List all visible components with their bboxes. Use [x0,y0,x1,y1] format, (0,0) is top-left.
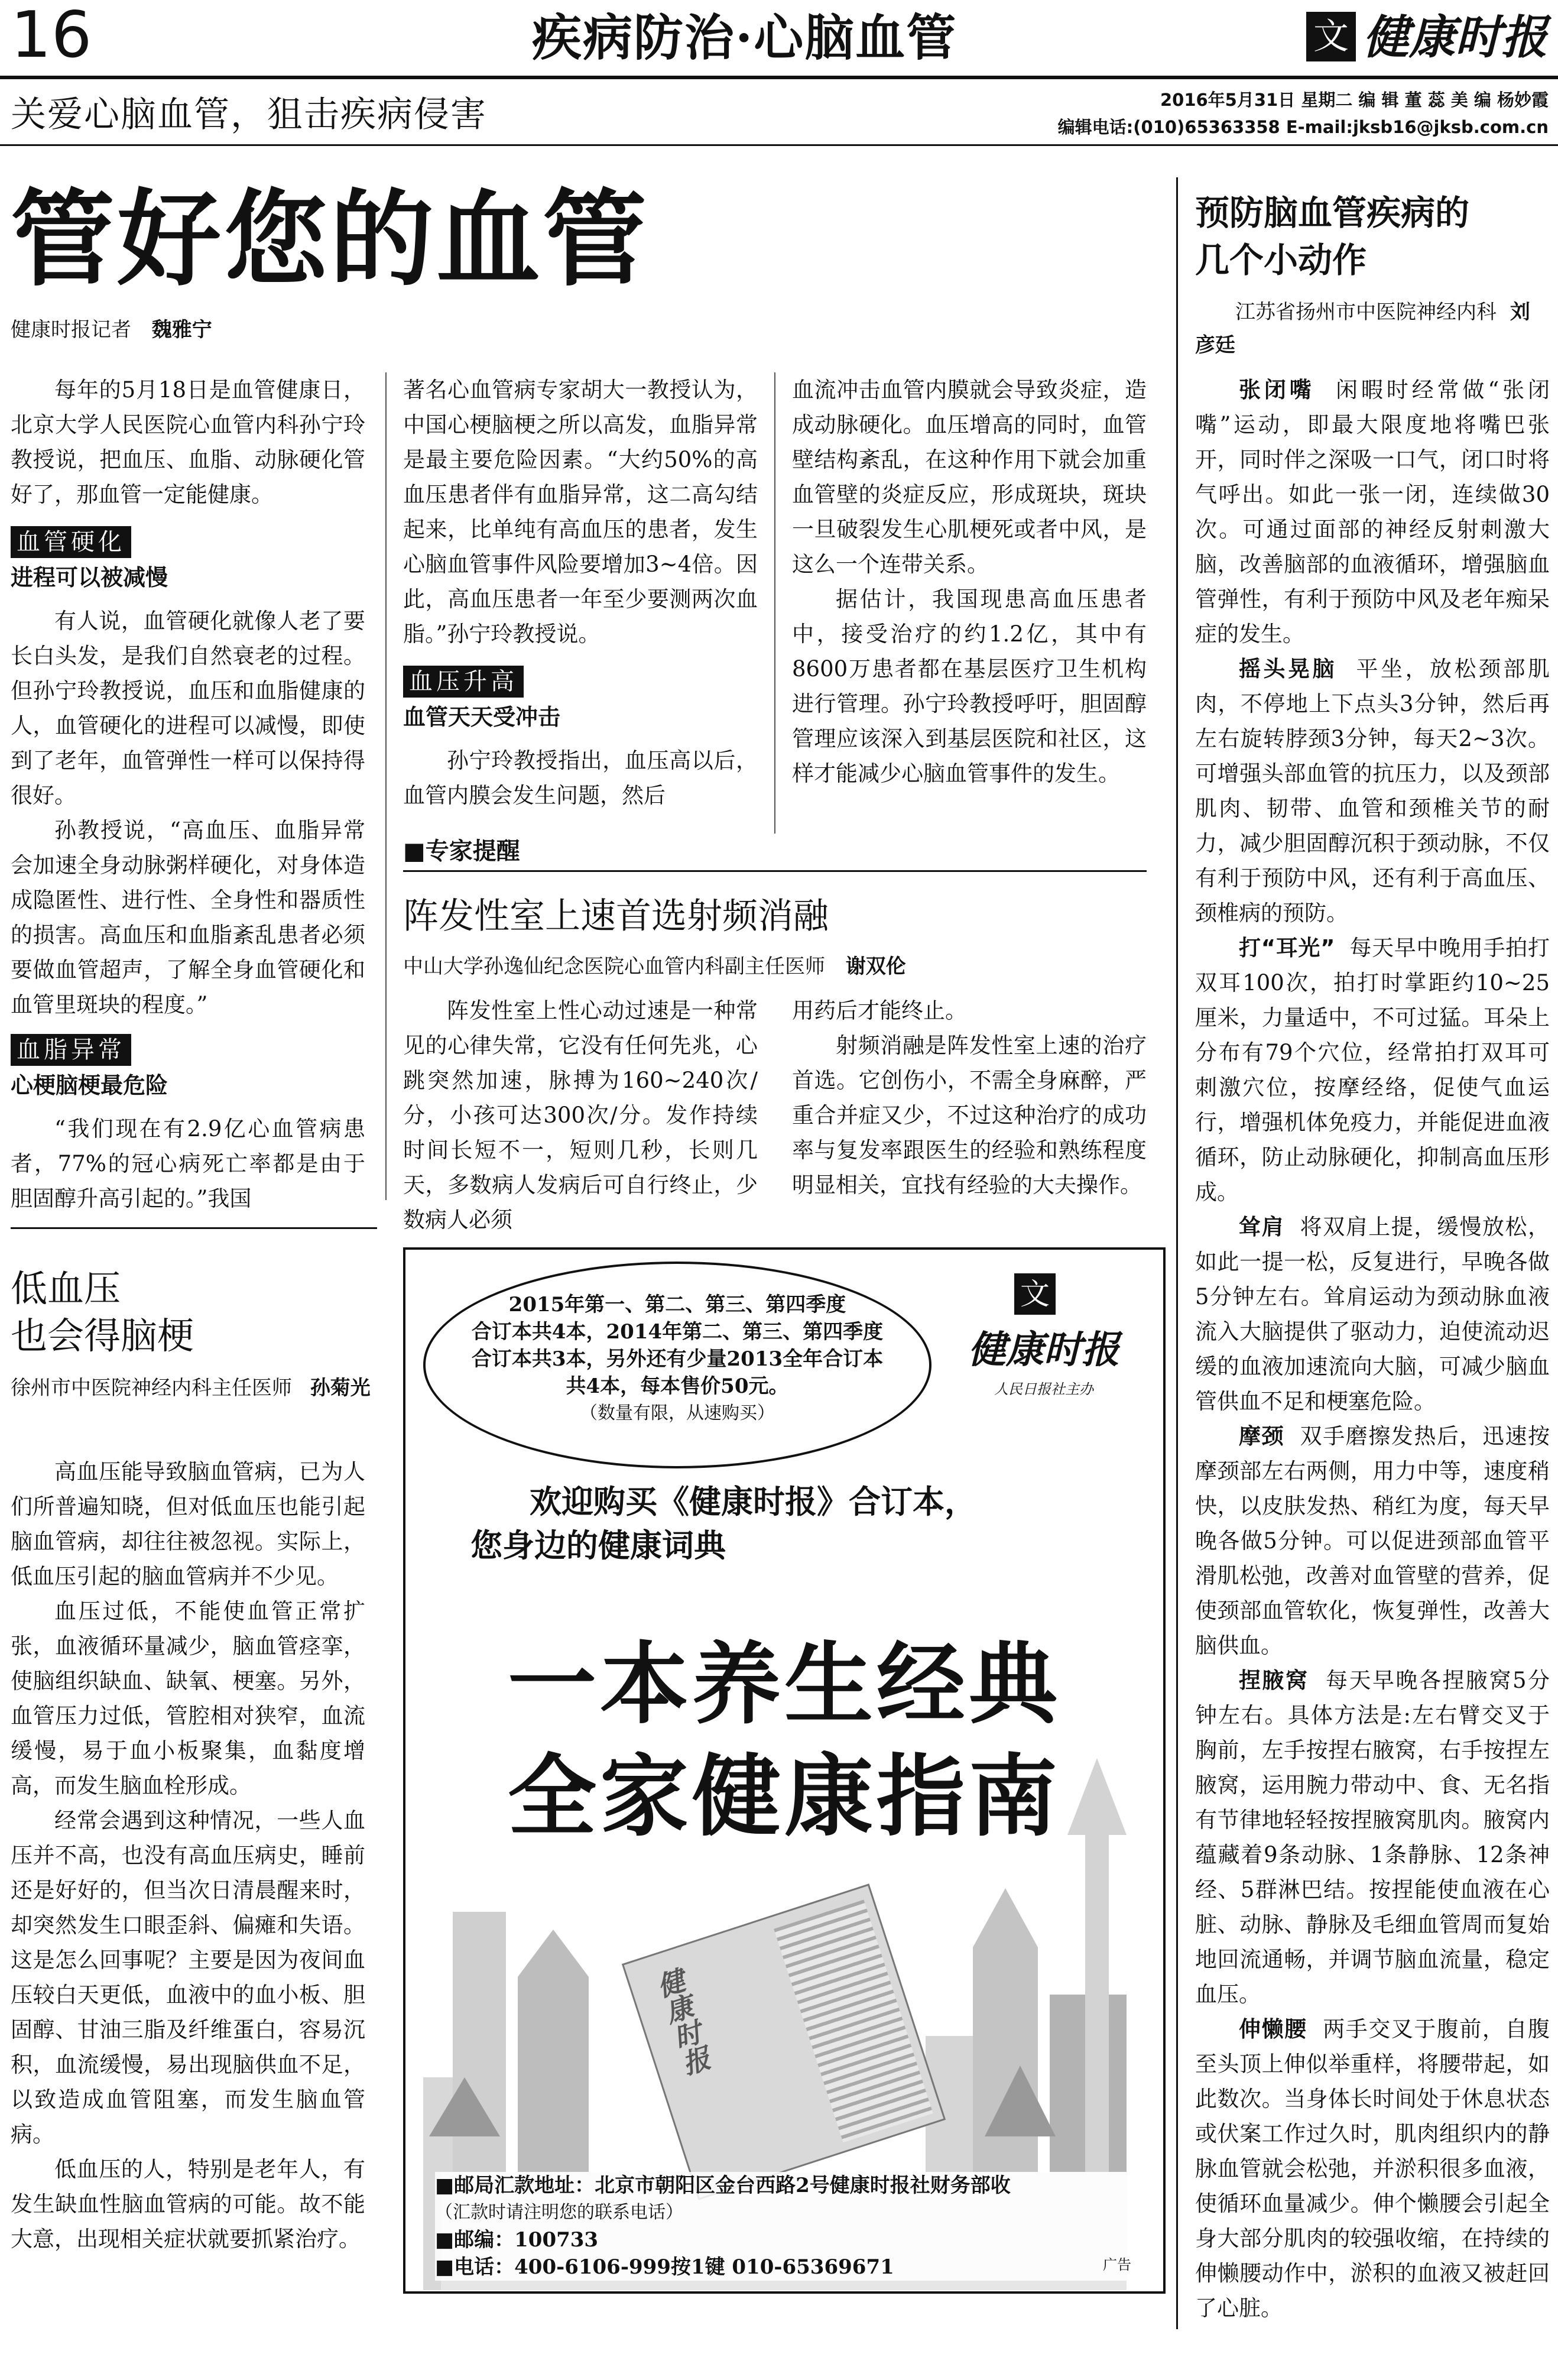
ad-phone: ■电话：400-6106-999按1键 010-65369671 [435,2255,894,2279]
ad-logo-subtitle: 人民日报社主办 [994,1381,1093,1397]
byline-name: 魏雅宁 [151,318,212,342]
ad-address-block [435,2172,1144,2281]
main-col1-para-3: “我们现在有2.9亿心血管病患者，77%的冠心病死亡率都是由于胆固醇升高引起的。”我国 [11,1116,365,1211]
low-bp-body [11,1454,365,2256]
low-bp-para-1: 高血压能导致脑血管病，已为人们所普遍知晓，但对低血压也能引起脑血管病，却往往被忽视。实际上，低血压引起的脑血管病并不少见。 [11,1459,365,1589]
section-rule [11,1227,377,1229]
tag-vessel-hardening: 血管硬化 [11,526,131,558]
sidebar-item [1195,1210,1550,1419]
sidebar-author-org: 江苏省扬州市中医院神经内科 [1235,300,1497,324]
tag-bp-rise: 血压升高 [403,666,524,698]
sidebar-item-name: 捏腋窝 [1239,1668,1309,1693]
ad-welcome-line-2: 您身边的健康词典 [470,1527,726,1564]
ad-bubble-line-1: 2015年第一、第二、第三、第四季度 [508,1293,846,1317]
sidebar-item-name: 伸懒腰 [1239,2016,1307,2042]
ad-welcome-line-1: 欢迎购买《健康时报》合订本， [530,1483,976,1520]
low-bp-title-line-1: 低血压 [11,1267,121,1310]
low-bp-author-name: 孙菊光 [310,1376,371,1400]
ad-big-line-1: 一本养生经典 [507,1632,1061,1736]
low-bp-title-line-2: 也会得脑梗 [11,1314,194,1357]
main-article-col-3 [792,372,1147,791]
sidebar-item [1195,372,1550,651]
sidebar-item-name: 张闭嘴 [1239,377,1315,403]
sidebar-author [1195,296,1550,362]
low-bp-author [11,1371,377,1405]
header-slogan: 关爱心脑血管，狙击疾病侵害 [11,94,487,135]
sidebar-item-text: 闲暇时经常做“张闭嘴”运动，即最大限度地将嘴巴张开，同时伴之深吸一口气，闭口时将气呼出。如此一张一闭，连续做30次。可通过面部的神经反射刺激大脑，改善脑部的血液循环，增强脑血管弹性，有利于预防中风及老年痴呆症的发生。 [1195,377,1550,647]
main-article-byline [11,312,212,348]
byline-prefix: 健康时报记者 [11,318,131,342]
sidebar-item [1195,1419,1550,1663]
sidebar-item-name: 打“耳光” [1239,935,1335,961]
main-col2-para-1: 著名心血管病专家胡大一教授认为，中国心梗脑梗之所以高发，血脂异常是最主要危险因素。“大约50%的高血压患者伴有血脂异常，这二高勾结起来，比单纯有高血压的患者，发生心脑血管事件风险要增加3~4倍。因此，高血压患者一年至少要测两次血脂。”孙宁玲教授说。 [403,377,758,647]
sidebar-item-text: 将双肩上提，缓慢放松，如此一提一松，反复进行，早晚各做5分钟左右。耸肩运动为颈动脉血液流入大脑提供了驱动力，迫使流动迟缓的血液加速流向大脑，可减少脑血管供血不足和梗塞危险。 [1195,1214,1550,1414]
column-divider [774,372,775,834]
expert-col2-text-b: 射频消融是阵发性室上速的治疗首选。它创伤小，不需全身麻醉，严重合并症又少，不过这种治疗的成功率与复发率跟医生的经验和熟练程度明显相关，宜找有经验的大夫操作。 [792,1033,1147,1198]
sidebar-item-text: 平坐，放松颈部肌肉，不停地上下点头3分钟，然后再左右旋转脖颈3分钟，每天2~3次。可增强头部血管的抗压力，以及颈部肌肉、韧带、血管和颈椎关节的耐力，减少胆固醇沉积于颈动脉，不仅有利于预防中风，还有利于高血压、颈椎病的预防。 [1195,656,1550,926]
sidebar-item [1195,1663,1550,2012]
ad-address: ■邮局汇款地址：北京市朝阳区金台西路2号健康时报社财务部收 [435,2174,1011,2197]
ad-zip: ■邮编：100733 [435,2228,599,2252]
main-article-title: 管好您的血管 [11,178,650,300]
sidebar-body [1195,372,1550,2326]
sidebar-divider [1176,177,1178,2329]
ad-big-line-2: 全家健康指南 [507,1745,1061,1849]
ad-bubble-note: （数量有限，从速购买） [580,1403,775,1424]
main-intro: 每年的5月18日是血管健康日，北京大学人民医院心血管内科孙宁玲教授说，把血压、血脂、动脉硬化管好了，那血管一定能健康。 [11,377,365,507]
ad-bubble-line-3: 合订本共3本，另外还有少量2013全年合订本 [471,1347,884,1371]
sidebar-item [1195,2012,1550,2326]
low-bp-author-org: 徐州市中医院神经内科主任医师 [11,1376,292,1400]
expert-author-org: 中山大学孙逸仙纪念医院心血管内科副主任医师 [403,955,825,978]
sidebar-item-text: 两手交叉于腹前，自腹至头顶上伸似举重样，将腰带起，如此数次。当身体长时间处于休息状态或伏案工作过久时，肌肉组织内的静脉血管就会松弛，并淤积很多血液，使循环血量减少。伸个懒腰会引起全身大部分肌肉的较强收缩，在持续的伸懒腰动作中，淤积的血液又被赶回了心脏。 [1195,2016,1550,2321]
ad-bubble-text [459,1291,896,1427]
ad-welcome [470,1480,1121,1568]
main-col2-para-2: 孙宁玲教授指出，血压高以后，血管内膜会发生问题，然后 [403,748,758,808]
expert-tip-col-1 [403,993,758,1237]
expert-tip-title: 阵发性室上速首选射频消融 [403,896,829,937]
ad-book-title: 健康时报 [650,1965,714,2079]
expert-col2-text-a: 用药后才能终止。 [792,998,967,1023]
sidebar-item-name: 耸肩 [1239,1214,1285,1240]
main-article-col-1 [11,372,365,1216]
header-date-line: 2016年5月31日 星期二 编 辑 董 蕊 美 编 杨妙霞 [1160,90,1549,110]
ad-bubble-line-4: 共4本，每本售价50元。 [566,1374,789,1398]
page-number: 16 [11,0,92,72]
ad-big-slogan [405,1628,1163,1853]
masthead-name: 健康时报 [1363,11,1548,64]
section-title: 疾病防治·心脑血管 [532,8,957,67]
sidebar-item-name: 摇头晃脑 [1239,656,1337,682]
ad-bubble-line-2: 合订本共4本，2014年第二、第三、第四季度 [471,1320,884,1344]
ad-address-note: （汇款时请注明您的联系电话） [435,2202,683,2223]
expert-col1-text: 阵发性室上性心动过速是一种常见的心律失常，它没有任何先兆，心跳突然加速，脉搏为160~240次/分，小孩可达300次/分。发作持续时间长短不一，短则几秒，长则几天，多数病人发病后可自行终止，少数病人必须 [403,998,758,1233]
sidebar-title-line-2: 几个小动作 [1195,240,1367,280]
expert-tip-rule [403,870,1147,872]
subheading-lipid: 心梗脑梗最危险 [11,1072,168,1098]
expert-tip-label: ■专家提醒 [403,838,520,865]
ad-logo-name: 健康时报 [968,1328,1119,1372]
main-article-col-2 [403,372,758,813]
ad-logo-seal-icon: 文 [1014,1273,1056,1315]
expert-author-name: 谢双伦 [845,955,906,978]
subheading-bp: 血管天天受冲击 [403,704,561,730]
low-bp-para-4: 低血压的人，特别是老年人，有发生缺血性脑血管病的可能。故不能大意，出现相关症状就要抓紧治疗。 [11,2157,365,2252]
sidebar-item-text: 双手磨擦发热后，迅速按摩颈部左右两侧，用力中等，速度稍快，以皮肤发热、稍红为度，每天早晚各做5分钟。可以促进颈部血管平滑肌松弛，改善对血管壁的营养，促使颈部血管软化，恢复弹性，改善大脑供血。 [1195,1424,1550,1658]
subheading-hardening: 进程可以被减慢 [11,565,168,591]
sidebar-item [1195,651,1550,930]
header-contact-line: 编辑电话:(010)65363358 E-mail:jksb16@jksb.com.cn [1057,117,1549,137]
main-col3-para-1: 血流冲击血管内膜就会导致炎症，造成动脉硬化。血压增高的同时，血管壁结构紊乱，在这种作用下就会加重血管壁的炎症反应，形成斑块，斑块一旦破裂发生心肌梗死或者中风，是这么一个连带关系。 [792,377,1147,577]
sidebar-item-name: 摩颈 [1239,1424,1285,1449]
main-col1-para-2: 孙教授说，“高血压、血脂异常会加速全身动脉粥样硬化，对身体造成隐匿性、进行性、全身性和器质性的损害。高血压和血脂紊乱患者必须要做血管超声，了解全身血管硬化和血管里斑块的程度。” [11,818,365,1017]
ad-label: 广告 [1103,2256,1131,2273]
expert-tip-col-2 [792,993,1147,1202]
tag-lipid-abnormal: 血脂异常 [11,1034,131,1066]
column-divider [385,372,387,1200]
low-bp-title [11,1265,194,1360]
low-bp-para-3: 经常会遇到这种情况，一些人血压并不高，也没有高血压病史，睡前还是好好的，但当次日清晨醒来时，却突然发生口眼歪斜、偏瘫和失语。这是怎么回事呢？主要是因为夜间血压较白天更低，血液中的血小板、胆固醇、甘油三脂及纤维蛋白，容易沉积，血流缓慢，易出现脑供血不足，以致造成血管阻塞，而发生脑血管病。 [11,1808,365,2147]
sidebar-item [1195,930,1550,1210]
sidebar-author-name: 刘彦廷 [1195,300,1530,357]
sidebar-title [1195,189,1550,284]
ad-logo [943,1273,1144,1415]
expert-tip-author [403,952,906,981]
header-rule [0,76,1558,79]
main-col1-para-1: 有人说，血管硬化就像人老了要长白头发，是我们自然衰老的过程。但孙宁玲教授说，血压和血脂健康的人，血管硬化的进程可以减慢，即使到了老年，血管弹性一样可以保持得很好。 [11,608,365,808]
header-bottom-rule [0,144,1558,146]
masthead-seal-icon: 文 [1306,12,1356,61]
main-col3-para-2: 据估计，我国现患高血压患者中，接受治疗的约1.2亿，其中有8600万患者都在基层医疗卫生机构进行管理。孙宁玲教授呼吁，胆固醇管理应该深入到基层医院和社区，这样才能减少心脑血管事件的发生。 [792,586,1147,786]
low-bp-para-2: 血压过低，不能使血管正常扩张，血液循环量减少，脑血管痉挛，使脑组织缺血、缺氧、梗塞。另外，血管压力过低，管腔相对狭窄，血流缓慢，易于血小板聚集，血黏度增高，而发生脑血栓形成。 [11,1598,365,1798]
advertisement [403,1247,1166,2294]
masthead-logo [1306,8,1554,70]
sidebar-item-text: 每天早晚各捏腋窝5分钟左右。具体方法是:左右臂交叉于胸前，左手按捏右腋窝，右手按捏左腋窝，运用腕力带动中、食、无名指有节律地轻轻按捏腋窝肌肉。腋窝内蕴藏着9条动脉、1条静脉、12条神经、5群淋巴结。按捏能使血液在心脏、动脉、静脉及毛细血管周而复始地回流通畅，并调节脑血流量，稳定血压。 [1195,1668,1550,2007]
sidebar-item-text: 每天早中晚用手拍打双耳100次，拍打时掌距约10~25厘米，力量适中，不可过猛。耳朵上分布有79个穴位，经常拍打双耳可刺激穴位，按摩经络，促使气血运行，增强机体免疫力，并能促进血液循环，防止动脉硬化，抑制高血压形成。 [1195,935,1550,1205]
sidebar-title-line-1: 预防脑血管疾病的 [1195,193,1470,233]
